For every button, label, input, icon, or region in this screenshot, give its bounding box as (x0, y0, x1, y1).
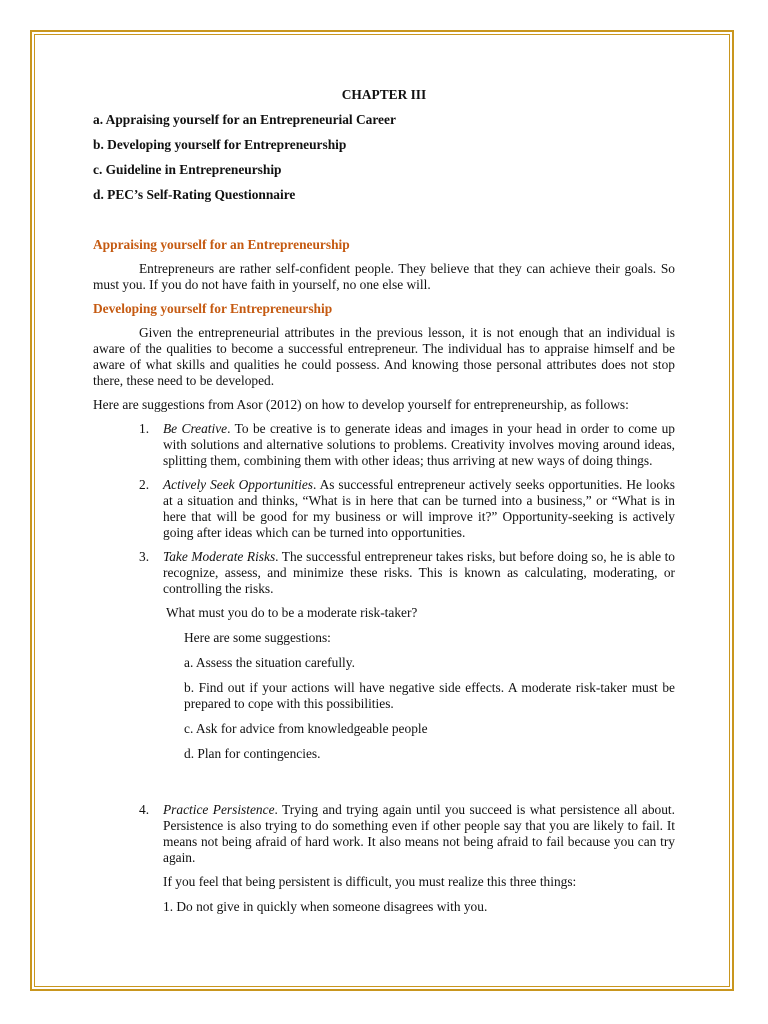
list-number: 3. (139, 549, 150, 564)
list-number: 1. (139, 421, 150, 436)
list-item-text: . To be creative is to generate ideas and images in your head in order to come up with solutions and alternative solutions to problems. Creativity involves moving around ideas, splitting them, combining them with other ideas; thus arriving at new ways of doing things. (163, 421, 675, 468)
suggestions-list (93, 421, 675, 597)
risk-taker-intro: Here are some suggestions: (184, 630, 331, 645)
toc-item: b. Developing yourself for Entrepreneurship (93, 137, 347, 152)
suggestions-list-continued (93, 802, 675, 866)
chapter-title: CHAPTER III (341, 87, 427, 102)
toc-item: c. Guideline in Entrepreneurship (93, 162, 282, 177)
list-item (93, 421, 675, 469)
list-item-title: Practice Persistence (163, 802, 275, 817)
risk-taker-question: What must you do to be a moderate risk-taker? (166, 605, 418, 620)
list-number: 4. (139, 802, 150, 817)
paragraph: Given the entrepreneurial attributes in the previous lesson, it is not enough that an individual is aware of the qualities to become a successful entrepreneur. The individual has to appraise himself and be aware of what skills and qualities he could possess. And knowing those personal attributes does not stop there, these need to be developed. (93, 325, 675, 388)
persistence-intro: If you feel that being persistent is difficult, you must realize this three things: (163, 874, 577, 889)
list-item (93, 477, 675, 541)
risk-taker-item: a. Assess the situation carefully. (184, 655, 355, 670)
list-item-title: Be Creative (163, 421, 228, 436)
list-item (93, 802, 675, 866)
list-number: 2. (139, 477, 150, 492)
risk-taker-item: c. Ask for advice from knowledgeable people (184, 721, 428, 736)
list-item-text: . Trying and trying again until you succeed is what persistence all about. Persistence is also trying to do something even if other people say that you are likely to fail. It means not being afraid of hard work. It also means not being afraid to fail because you can try again. (163, 802, 675, 865)
risk-taker-item: b. Find out if your actions will have negative side effects. A moderate risk-taker must be prepared to cope with this possibilities. (184, 680, 675, 711)
table-of-contents (93, 112, 675, 203)
paragraph: Entrepreneurs are rather self-confident people. They believe that they can achieve their goals. So must you. If you do not have faith in yourself, no one else will. (93, 261, 675, 292)
document-page (93, 87, 675, 924)
toc-item: a. Appraising yourself for an Entrepreneurial Career (93, 112, 396, 127)
section-heading-developing: Developing yourself for Entrepreneurship (93, 301, 333, 316)
persistence-item: 1. Do not give in quickly when someone disagrees with you. (163, 899, 488, 914)
risk-taker-item: d. Plan for contingencies. (184, 746, 321, 761)
list-item (93, 549, 675, 597)
toc-item: d. PEC’s Self-Rating Questionnaire (93, 187, 296, 202)
paragraph: Here are suggestions from Asor (2012) on how to develop yourself for entrepreneurship, as follows: (93, 397, 629, 412)
section-heading-appraising: Appraising yourself for an Entrepreneurship (93, 237, 350, 252)
list-item-text: . The successful entrepreneur takes risks, but before doing so, he is able to recognize, assess, and minimize these risks. This is known as calculating, moderating, or controlling the risks. (163, 549, 676, 596)
list-item-title: Take Moderate Risks (163, 549, 276, 564)
list-item-text: . As successful entrepreneur actively seeks opportunities. He looks at a situation and thinks, “What is in here that can be turned into a business,” or “What is in here that will be good for my business or will improve it?” Opportunity-seeking is actively going after ideas which can be turned into opportunities. (163, 477, 675, 540)
list-item-title: Actively Seek Opportunities (163, 477, 313, 492)
